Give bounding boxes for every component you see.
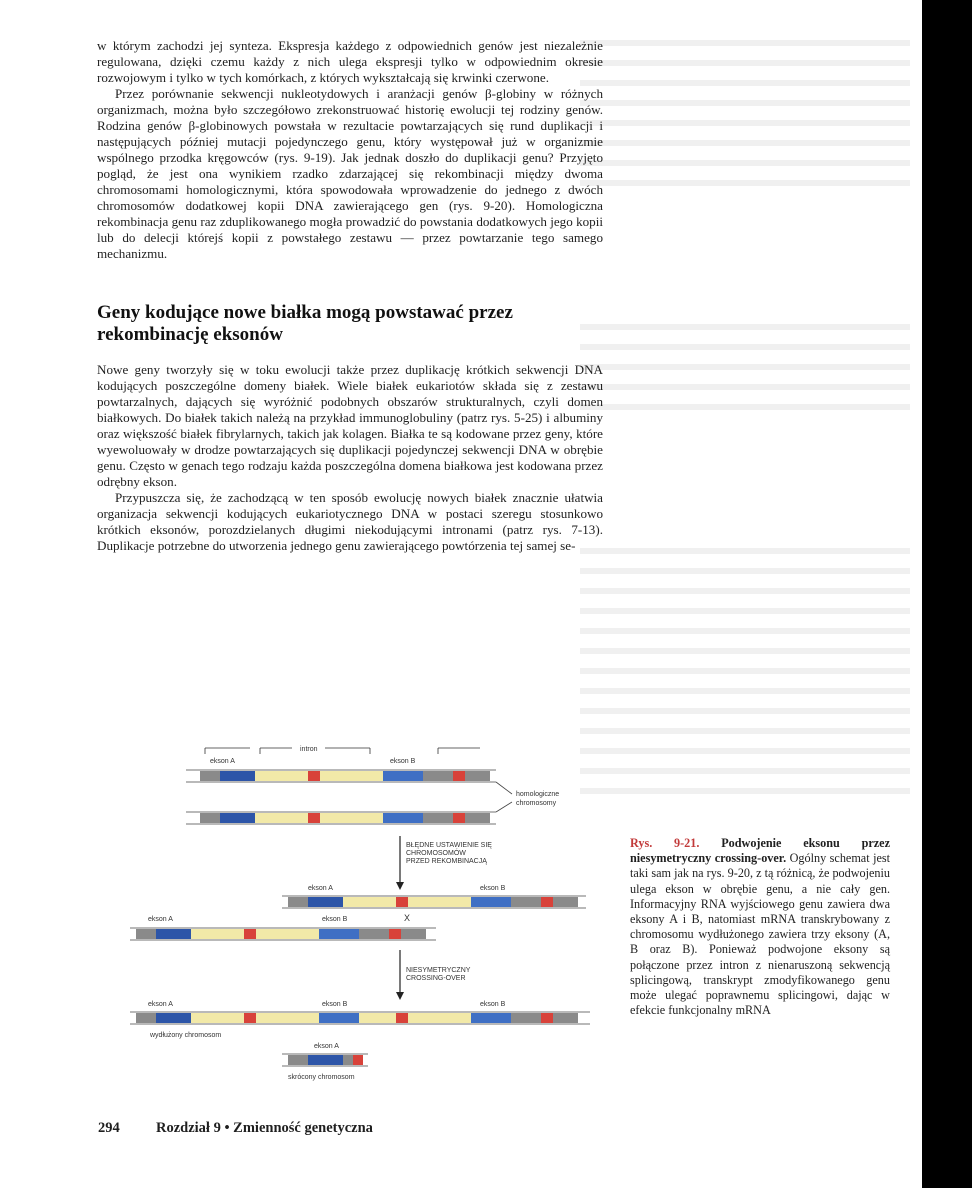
chromosome-lower bbox=[130, 928, 436, 940]
chapter-title: Rozdział 9 • Zmienność genetyczna bbox=[156, 1120, 373, 1136]
caption-title: Podwojenie eksonu przez niesymetryczny crossing-over. bbox=[630, 836, 890, 866]
chromosome-homolog-1 bbox=[186, 770, 496, 782]
intron-label: intron bbox=[300, 746, 318, 753]
chromosome-homolog-2 bbox=[186, 812, 496, 824]
exon-a-label-top: ekson A bbox=[210, 758, 235, 765]
paragraph-1: w którym zachodzi jej synteza. Ekspresja każdego z odpowiednich genów jest niezależnie regulowana, dzięki czemu każdy z nich ulega ekspresji tylko w odpowiednim okresie rozwojowym i tylko w tych komórkach, z których wykształcają się krwinki czerwone. bbox=[97, 38, 603, 85]
figure-caption bbox=[630, 836, 890, 1018]
homologous-label-1: homologiczne bbox=[516, 791, 560, 798]
exon-b-label-top: ekson B bbox=[390, 758, 416, 765]
chromosome-shortened bbox=[282, 1054, 368, 1066]
misalignment-label-3: PRZED REKOMBINACJĄ bbox=[406, 858, 487, 865]
exon-a-label-shift: ekson A bbox=[308, 885, 333, 892]
main-text-column bbox=[97, 38, 603, 554]
exon-a-label-short: ekson A bbox=[314, 1043, 339, 1050]
chromosome-shifted bbox=[282, 896, 586, 908]
section-heading: Geny kodujące nowe białka mogą powstawać przez rekombinację eksonów bbox=[97, 302, 513, 345]
elongated-chromosome-label: wydłużony chromosom bbox=[150, 1032, 222, 1039]
exon-b-label-long-1: ekson B bbox=[322, 1001, 348, 1008]
paragraph-3: Nowe geny tworzyły się w toku ewolucji także przez duplikację krótkich sekwencji DNA kodujących poszczególne domeny białek. Wiele białek eukariotów składa się z zestawu powtarzalnych, dających się wyróżnić podobnych obszarów strukturalnych, czyli domen białkowych. Do białek takich należą na przykład immunoglobuliny (patrz rys. 5-25) i albuminy oraz większość białek fibrylarnych, takich jak kolagen. Białka te są kodowane przez geny, które wyewoluowały w drodze powtarzających się duplikacji pojedynczej sekwencji DNA w obrębie genu. Często w genach tego rodzaju każda poszczególna domena białkowa jest kodowana przez odrębny ekson. bbox=[97, 362, 603, 489]
scan-edge-band bbox=[922, 0, 972, 1188]
crossover-mark: X bbox=[404, 913, 411, 923]
caption-number: Rys. 9-21. bbox=[630, 836, 700, 850]
exon-duplication-figure bbox=[148, 744, 610, 1089]
page-number: 294 bbox=[98, 1120, 120, 1136]
caption-text: Ogólny schemat jest taki sam jak na rys. 9-20, z tą różnicą, że podwojeniu ulega ekson w obrębie genu, a nie cały gen. Informacyjny RNA wyjściowego genu zawiera dwa eksony A i B, natomiast mRNA transkrybowany z chromosomu wydłużonego zawiera trzy eksony (A, B oraz B). Ponieważ podwojone eksony są połączone przez intron z nienaruszoną sekwencją splicingową, transkrypt zmodyfikowanego genu może ulegać poprawnemu splicingowi, dając w efekcie funkcjonalny mRNA bbox=[630, 851, 891, 1018]
paragraph-4: Przypuszcza się, że zachodzącą w ten sposób ewolucję nowych białek znacznie ułatwia organizacja sekwencji kodujących eukariotycznego DNA w postaci szeregu stosunkowo krótkich eksonów, porozdzielanych długimi niekodującymi intronami (patrz rys. 7-13). Duplikacje potrzebne do utworzenia jednego genu zawierającego powtórzenia tej samej se- bbox=[97, 490, 603, 553]
page-footer bbox=[98, 1120, 373, 1137]
paragraph-2: Przez porównanie sekwencji nukleotydowych i aranżacji genów β-globiny w różnych organizmach, można było szczegółowo zrekonstruować historię ewolucji tej rodziny genów. Rodzina genów β-globinowych powstała w rezultacie powtarzających się rund duplikacji i następujących później mutacji pojedynczego genu, który występował już w organizmie wspólnego przodka kręgowców (rys. 9-19). Jak jednak doszło do duplikacji genu? Przyjęto pogląd, że jest ona wynikiem rzadko zdarzającej się rekombinacji między dwoma chromosomami homologicznymi, która spowodowała wprowadzenie do jednego z dwóch chromosomów dodatkowej kopii DNA zawierającego gen (rys. 9-20). Homologiczna rekombinacja genu raz zduplikowanego mogła prowadzić do powstania dodatkowych jego kopii lub do delecji którejś kopii z powstałego zestawu — przez powtarzanie tego samego mechanizmu. bbox=[97, 86, 603, 261]
chromosome-elongated bbox=[130, 1012, 590, 1024]
crossover-label-2: CROSSING-OVER bbox=[406, 975, 466, 982]
exon-a-label-long: ekson A bbox=[148, 1001, 173, 1008]
homologous-label-2: chromosomy bbox=[516, 800, 557, 807]
misalignment-label-2: CHROMOSOMÓW bbox=[406, 850, 466, 857]
exon-b-label-lower: ekson B bbox=[322, 916, 348, 923]
exon-a-label-lower: ekson A bbox=[148, 916, 173, 923]
misalignment-label-1: BŁĘDNE USTAWIENIE SIĘ bbox=[406, 842, 492, 849]
crossover-label-1: NIESYMETRYCZNY bbox=[406, 967, 471, 974]
exon-b-label-shift: ekson B bbox=[480, 885, 506, 892]
shortened-chromosome-label: skrócony chromosom bbox=[288, 1074, 355, 1081]
exon-b-label-long-2: ekson B bbox=[480, 1001, 506, 1008]
